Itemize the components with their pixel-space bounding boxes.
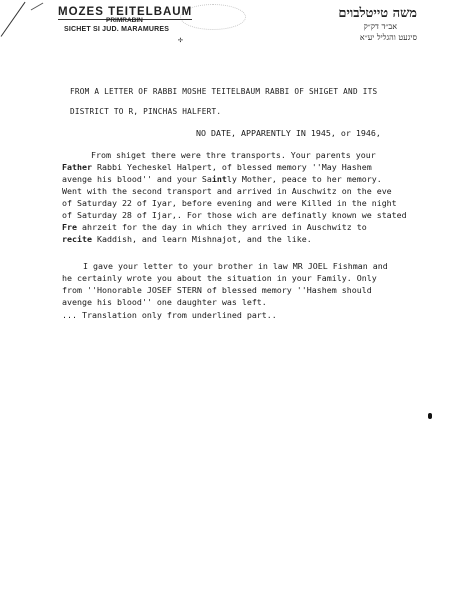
para2-line-3: from ''Honorable JOSEF STERN of blessed memory ''Hashem should xyxy=(62,285,372,295)
para1-line-3-pre: avenge his blood'' and your Sa xyxy=(62,174,212,184)
para1-line-1: From shiget there were thre transports. Your parents your xyxy=(91,150,376,160)
para1-line-3-bold: int xyxy=(211,174,227,184)
letterhead-hebrew-line1: אב״ד דק״ק xyxy=(363,22,397,31)
letterhead-hebrew-line2: סיגעט והגליל יע״א xyxy=(359,33,417,42)
para1-line-7-text: ahrzeit for the day in which they arrived in Auschwitz to xyxy=(77,222,367,232)
para1-line-2-bold: Father xyxy=(62,162,92,172)
letterhead-name: MOZES TEITELBAUM xyxy=(58,6,193,18)
letterhead-title: PRIMRABIN xyxy=(106,17,143,24)
para1-line-7-bold: Fre xyxy=(62,222,77,232)
ink-dot xyxy=(428,413,432,419)
letterhead-town: SICHET SI JUD. MARAMURES xyxy=(64,26,170,33)
letterhead-ornament: ✢ xyxy=(178,35,183,44)
para1-line-6: of Saturday 28 of Ijar,. For those wich are definatly known we stated xyxy=(62,210,407,220)
margin-pen-stroke-small xyxy=(31,3,44,11)
heading-line-2: DISTRICT TO R, PINCHAS HALFERT. xyxy=(70,107,222,116)
heading-line-1: FROM A LETTER OF RABBI MOSHE TEITELBAUM RABBI OF SHIGET AND ITS xyxy=(70,87,378,96)
para2-line-4: avenge his blood'' one daughter was left. xyxy=(62,297,267,307)
para1-line-2-text: Rabbi Yecheskel Halpert, of blessed memory ''May Hashem xyxy=(91,162,372,172)
translation-note: ... Translation only from underlined part.. xyxy=(62,310,277,320)
para1-line-5: of Saturday 22 of Iyar, before evening and were Killed in the night xyxy=(62,198,397,208)
para1-line-3 xyxy=(62,174,382,185)
para1-line-4: Went with the second transport and arrived in Auschwitz on the eve xyxy=(62,186,392,196)
para2-line-2: he certainly wrote you about the situation in your Family. Only xyxy=(62,273,377,283)
para1-line-8-bold: recite xyxy=(62,234,92,244)
date-line: NO DATE, APPARENTLY IN 1945, or 1946, xyxy=(196,128,381,138)
para2-line-1: I gave your letter to your brother in law MR JOEL Fishman and xyxy=(83,261,388,271)
para1-line-7 xyxy=(62,222,367,233)
para1-line-3-post: ly Mother, peace to her memory. xyxy=(226,174,382,184)
para1-line-2 xyxy=(62,162,372,173)
letterhead-hebrew-name: משה טייטלבוים xyxy=(338,6,417,21)
letterhead-latin xyxy=(58,0,208,44)
letterhead-hebrew xyxy=(277,6,417,43)
para1-line-8 xyxy=(62,234,312,245)
para1-line-8-text: Kaddish, and learn Mishnajot, and the like. xyxy=(91,234,312,244)
margin-pen-stroke xyxy=(1,2,26,37)
